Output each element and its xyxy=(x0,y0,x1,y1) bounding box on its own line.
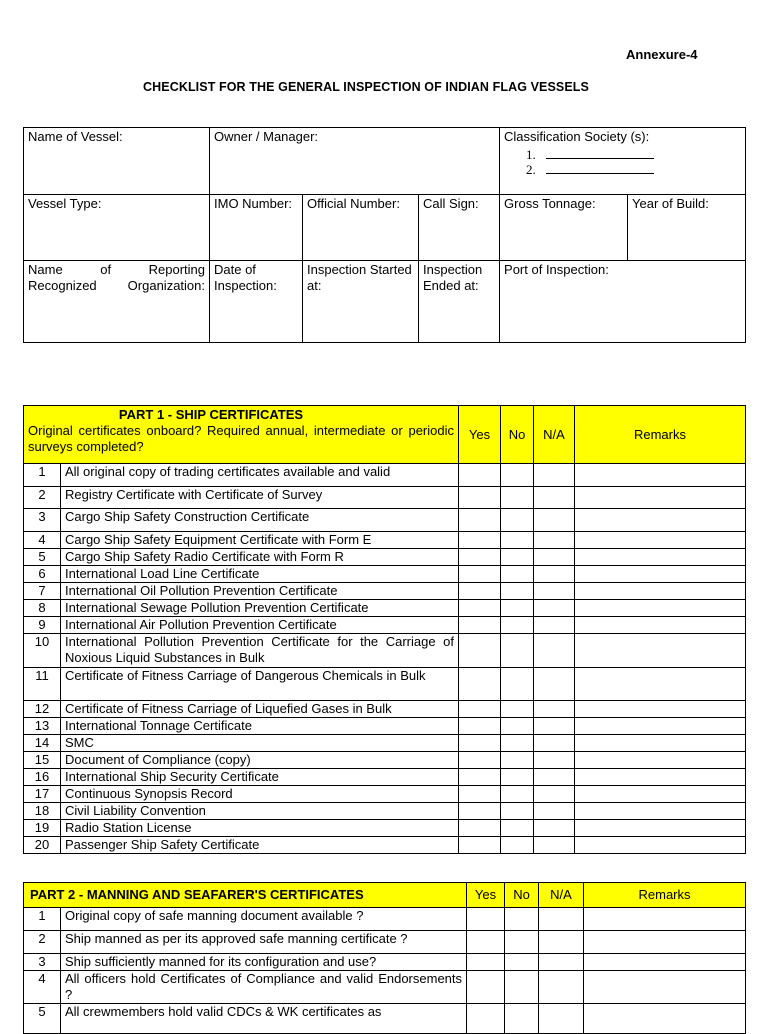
name-of-vessel-field[interactable]: Name of Vessel: xyxy=(24,128,210,195)
table-row xyxy=(24,786,746,803)
na-cell[interactable] xyxy=(534,617,575,634)
yes-cell[interactable] xyxy=(467,1004,505,1034)
classification-society-list xyxy=(526,147,741,177)
row-number: 13 xyxy=(24,718,61,735)
table-row xyxy=(24,1004,746,1034)
na-cell[interactable] xyxy=(534,464,575,487)
row-number: 18 xyxy=(24,803,61,820)
row-number: 3 xyxy=(24,509,61,532)
row-number: 15 xyxy=(24,752,61,769)
yes-cell[interactable] xyxy=(459,487,501,509)
annexure-label: Annexure-4 xyxy=(626,47,698,62)
part2-rows xyxy=(24,908,746,1034)
part1-header-cell xyxy=(24,406,459,464)
part2-title: PART 2 - MANNING AND SEAFARER'S CERTIFICATES xyxy=(24,883,467,908)
no-cell[interactable] xyxy=(501,701,534,718)
remarks-cell[interactable] xyxy=(584,908,746,931)
no-cell[interactable] xyxy=(501,464,534,487)
yes-cell[interactable] xyxy=(467,931,505,954)
year-of-build-field[interactable]: Year of Build: xyxy=(628,195,746,261)
part1-col-na: N/A xyxy=(534,406,575,464)
na-cell[interactable] xyxy=(534,583,575,600)
no-cell[interactable] xyxy=(501,769,534,786)
yes-cell[interactable] xyxy=(459,735,501,752)
na-cell[interactable] xyxy=(534,549,575,566)
row-number: 3 xyxy=(24,954,61,971)
row-item-text: International Sewage Pollution Prevention Certificate xyxy=(61,600,459,617)
table-row xyxy=(24,908,746,931)
table-row xyxy=(24,735,746,752)
yes-cell[interactable] xyxy=(459,752,501,769)
no-cell[interactable] xyxy=(501,566,534,583)
remarks-cell[interactable] xyxy=(575,718,746,735)
yes-cell[interactable] xyxy=(459,583,501,600)
remarks-cell[interactable] xyxy=(575,668,746,701)
vessel-type-field[interactable]: Vessel Type: xyxy=(24,195,210,261)
row-number: 10 xyxy=(24,634,61,668)
yes-cell[interactable] xyxy=(459,718,501,735)
row-item-text: International Tonnage Certificate xyxy=(61,718,459,735)
table-row xyxy=(24,668,746,701)
row-item-text: International Air Pollution Prevention Certificate xyxy=(61,617,459,634)
list-item xyxy=(526,147,741,162)
no-cell[interactable] xyxy=(501,583,534,600)
row-number: 2 xyxy=(24,487,61,509)
remarks-cell[interactable] xyxy=(575,786,746,803)
remarks-cell[interactable] xyxy=(575,769,746,786)
na-cell[interactable] xyxy=(534,820,575,837)
blank-line[interactable] xyxy=(546,147,654,159)
remarks-cell[interactable] xyxy=(575,752,746,769)
part1-header-row xyxy=(24,406,746,464)
remarks-cell[interactable] xyxy=(575,600,746,617)
row-number: 1 xyxy=(24,908,61,931)
row-number: 6 xyxy=(24,566,61,583)
yes-cell[interactable] xyxy=(459,566,501,583)
part2-header-row xyxy=(24,883,746,908)
remarks-cell[interactable] xyxy=(575,803,746,820)
inspection-ended-field[interactable]: Inspection Ended at: xyxy=(419,261,500,343)
no-cell[interactable] xyxy=(505,954,539,971)
gross-tonnage-field[interactable]: Gross Tonnage: xyxy=(500,195,628,261)
row-item-text: Registry Certificate with Certificate of Survey xyxy=(61,487,459,509)
row-item-text: All officers hold Certificates of Compliance and valid Endorsements ? xyxy=(61,971,467,1004)
part1-rows xyxy=(24,464,746,854)
row-item-text: International Oil Pollution Prevention Certificate xyxy=(61,583,459,600)
row-item-text: Cargo Ship Safety Radio Certificate with Form R xyxy=(61,549,459,566)
na-cell[interactable] xyxy=(534,487,575,509)
table-row xyxy=(24,718,746,735)
imo-number-field[interactable]: IMO Number: xyxy=(210,195,303,261)
yes-cell[interactable] xyxy=(467,971,505,1004)
na-cell[interactable] xyxy=(539,931,584,954)
row-item-text: Cargo Ship Safety Equipment Certificate with Form E xyxy=(61,532,459,549)
row-number: 9 xyxy=(24,617,61,634)
na-cell[interactable] xyxy=(539,971,584,1004)
row-item-text: All crewmembers hold valid CDCs & WK certificates as xyxy=(61,1004,467,1034)
row-item-text: International Pollution Prevention Certificate for the Carriage of Noxious Liquid Substances in Bulk xyxy=(61,634,459,668)
yes-cell[interactable] xyxy=(467,908,505,931)
part1-col-yes: Yes xyxy=(459,406,501,464)
yes-cell[interactable] xyxy=(459,769,501,786)
yes-cell[interactable] xyxy=(459,464,501,487)
inspection-started-field[interactable]: Inspection Started at: xyxy=(303,261,419,343)
row-item-text: Ship sufficiently manned for its configuration and use? xyxy=(61,954,467,971)
na-cell[interactable] xyxy=(534,634,575,668)
table-row xyxy=(24,583,746,600)
row-number: 14 xyxy=(24,735,61,752)
yes-cell[interactable] xyxy=(459,837,501,854)
row-item-text: International Ship Security Certificate xyxy=(61,769,459,786)
yes-cell[interactable] xyxy=(459,803,501,820)
no-cell[interactable] xyxy=(501,752,534,769)
remarks-cell[interactable] xyxy=(584,1004,746,1034)
row-number: 7 xyxy=(24,583,61,600)
part1-col-no: No xyxy=(501,406,534,464)
yes-cell[interactable] xyxy=(459,668,501,701)
table-row xyxy=(24,803,746,820)
no-cell[interactable] xyxy=(501,549,534,566)
item-number: 2. xyxy=(526,162,536,177)
no-cell[interactable] xyxy=(501,786,534,803)
table-row xyxy=(24,464,746,487)
port-of-inspection-field[interactable]: Port of Inspection: xyxy=(500,261,746,343)
remarks-cell[interactable] xyxy=(575,583,746,600)
row-item-text: Document of Compliance (copy) xyxy=(61,752,459,769)
no-cell[interactable] xyxy=(501,803,534,820)
no-cell[interactable] xyxy=(501,532,534,549)
part1-title: PART 1 - SHIP CERTIFICATES xyxy=(118,407,304,422)
row-number: 5 xyxy=(24,549,61,566)
no-cell[interactable] xyxy=(501,837,534,854)
item-number: 1. xyxy=(526,147,536,162)
yes-cell[interactable] xyxy=(459,786,501,803)
row-number: 4 xyxy=(24,532,61,549)
yes-cell[interactable] xyxy=(459,549,501,566)
na-cell[interactable] xyxy=(534,566,575,583)
row-item-text: Continuous Synopsis Record xyxy=(61,786,459,803)
row-number: 16 xyxy=(24,769,61,786)
row-item-text: All original copy of trading certificates available and valid xyxy=(61,464,459,487)
remarks-cell[interactable] xyxy=(584,954,746,971)
yes-cell[interactable] xyxy=(459,600,501,617)
row-item-text: Cargo Ship Safety Construction Certificate xyxy=(61,509,459,532)
table-row xyxy=(24,600,746,617)
row-number: 4 xyxy=(24,971,61,1004)
yes-cell[interactable] xyxy=(459,532,501,549)
part1-subtitle: Original certificates onboard? Required annual, intermediate or periodic surveys completed? xyxy=(28,423,454,454)
na-cell[interactable] xyxy=(534,752,575,769)
row-number: 12 xyxy=(24,701,61,718)
blank-line[interactable] xyxy=(546,162,654,174)
row-number: 19 xyxy=(24,820,61,837)
na-cell[interactable] xyxy=(534,803,575,820)
yes-cell[interactable] xyxy=(459,701,501,718)
remarks-cell[interactable] xyxy=(575,487,746,509)
table-row xyxy=(24,634,746,668)
na-cell[interactable] xyxy=(534,668,575,701)
row-item-text: Radio Station License xyxy=(61,820,459,837)
remarks-cell[interactable] xyxy=(575,837,746,854)
no-cell[interactable] xyxy=(501,668,534,701)
table-row xyxy=(24,509,746,532)
part2-col-no: No xyxy=(505,883,539,908)
no-cell[interactable] xyxy=(501,509,534,532)
remarks-cell[interactable] xyxy=(575,509,746,532)
remarks-cell[interactable] xyxy=(584,971,746,1004)
classification-society-label: Classification Society (s): xyxy=(504,129,650,144)
na-cell[interactable] xyxy=(534,600,575,617)
remarks-cell[interactable] xyxy=(575,549,746,566)
na-cell[interactable] xyxy=(534,532,575,549)
table-row xyxy=(24,820,746,837)
na-cell[interactable] xyxy=(534,786,575,803)
table-row xyxy=(24,752,746,769)
document-title: CHECKLIST FOR THE GENERAL INSPECTION OF INDIAN FLAG VESSELS xyxy=(143,80,589,94)
no-cell[interactable] xyxy=(501,634,534,668)
no-cell[interactable] xyxy=(505,971,539,1004)
part1-col-remarks: Remarks xyxy=(575,406,746,464)
yes-cell[interactable] xyxy=(459,509,501,532)
date-of-inspection-field[interactable]: Date of Inspection: xyxy=(210,261,303,343)
table-row xyxy=(24,701,746,718)
row-item-text: Civil Liability Convention xyxy=(61,803,459,820)
na-cell[interactable] xyxy=(534,735,575,752)
table-row xyxy=(24,837,746,854)
row-item-text: International Load Line Certificate xyxy=(61,566,459,583)
row-item-text: Ship manned as per its approved safe manning certificate ? xyxy=(61,931,467,954)
table-row xyxy=(24,617,746,634)
table-row xyxy=(24,566,746,583)
call-sign-field[interactable]: Call Sign: xyxy=(419,195,500,261)
row-item-text: SMC xyxy=(61,735,459,752)
part2-col-na: N/A xyxy=(539,883,584,908)
row-number: 5 xyxy=(24,1004,61,1034)
table-row xyxy=(24,532,746,549)
na-cell[interactable] xyxy=(534,701,575,718)
yes-cell[interactable] xyxy=(459,617,501,634)
row-number: 17 xyxy=(24,786,61,803)
na-cell[interactable] xyxy=(539,954,584,971)
no-cell[interactable] xyxy=(505,908,539,931)
row-item-text: Original copy of safe manning document available ? xyxy=(61,908,467,931)
row-number: 11 xyxy=(24,668,61,701)
no-cell[interactable] xyxy=(501,487,534,509)
part2-table xyxy=(23,882,746,1034)
remarks-cell[interactable] xyxy=(575,701,746,718)
na-cell[interactable] xyxy=(539,1004,584,1034)
table-row xyxy=(24,971,746,1004)
yes-cell[interactable] xyxy=(459,634,501,668)
table-row xyxy=(24,931,746,954)
reporting-organization-field[interactable]: Name of Reporting Recognized Organization: xyxy=(24,261,210,343)
row-number: 20 xyxy=(24,837,61,854)
remarks-cell[interactable] xyxy=(575,532,746,549)
no-cell[interactable] xyxy=(501,718,534,735)
na-cell[interactable] xyxy=(534,509,575,532)
part1-table xyxy=(23,405,746,854)
remarks-cell[interactable] xyxy=(575,617,746,634)
yes-cell[interactable] xyxy=(467,954,505,971)
row-item-text: Certificate of Fitness Carriage of Liquefied Gases in Bulk xyxy=(61,701,459,718)
remarks-cell[interactable] xyxy=(575,464,746,487)
vessel-info-table xyxy=(23,127,746,343)
table-row xyxy=(24,954,746,971)
remarks-cell[interactable] xyxy=(584,931,746,954)
no-cell[interactable] xyxy=(501,735,534,752)
remarks-cell[interactable] xyxy=(575,634,746,668)
no-cell[interactable] xyxy=(501,600,534,617)
no-cell[interactable] xyxy=(501,820,534,837)
row-number: 8 xyxy=(24,600,61,617)
part2-col-remarks: Remarks xyxy=(584,883,746,908)
part2-col-yes: Yes xyxy=(467,883,505,908)
table-row xyxy=(24,769,746,786)
na-cell[interactable] xyxy=(539,908,584,931)
table-row xyxy=(24,487,746,509)
row-number: 2 xyxy=(24,931,61,954)
row-number: 1 xyxy=(24,464,61,487)
classification-society-field[interactable] xyxy=(500,128,746,195)
no-cell[interactable] xyxy=(505,931,539,954)
na-cell[interactable] xyxy=(534,718,575,735)
remarks-cell[interactable] xyxy=(575,566,746,583)
remarks-cell[interactable] xyxy=(575,735,746,752)
no-cell[interactable] xyxy=(505,1004,539,1034)
na-cell[interactable] xyxy=(534,837,575,854)
remarks-cell[interactable] xyxy=(575,820,746,837)
row-item-text: Certificate of Fitness Carriage of Dangerous Chemicals in Bulk xyxy=(61,668,459,701)
list-item xyxy=(526,162,741,177)
table-row xyxy=(24,549,746,566)
na-cell[interactable] xyxy=(534,769,575,786)
yes-cell[interactable] xyxy=(459,820,501,837)
official-number-field[interactable]: Official Number: xyxy=(303,195,419,261)
row-item-text: Passenger Ship Safety Certificate xyxy=(61,837,459,854)
owner-manager-field[interactable]: Owner / Manager: xyxy=(210,128,500,195)
no-cell[interactable] xyxy=(501,617,534,634)
